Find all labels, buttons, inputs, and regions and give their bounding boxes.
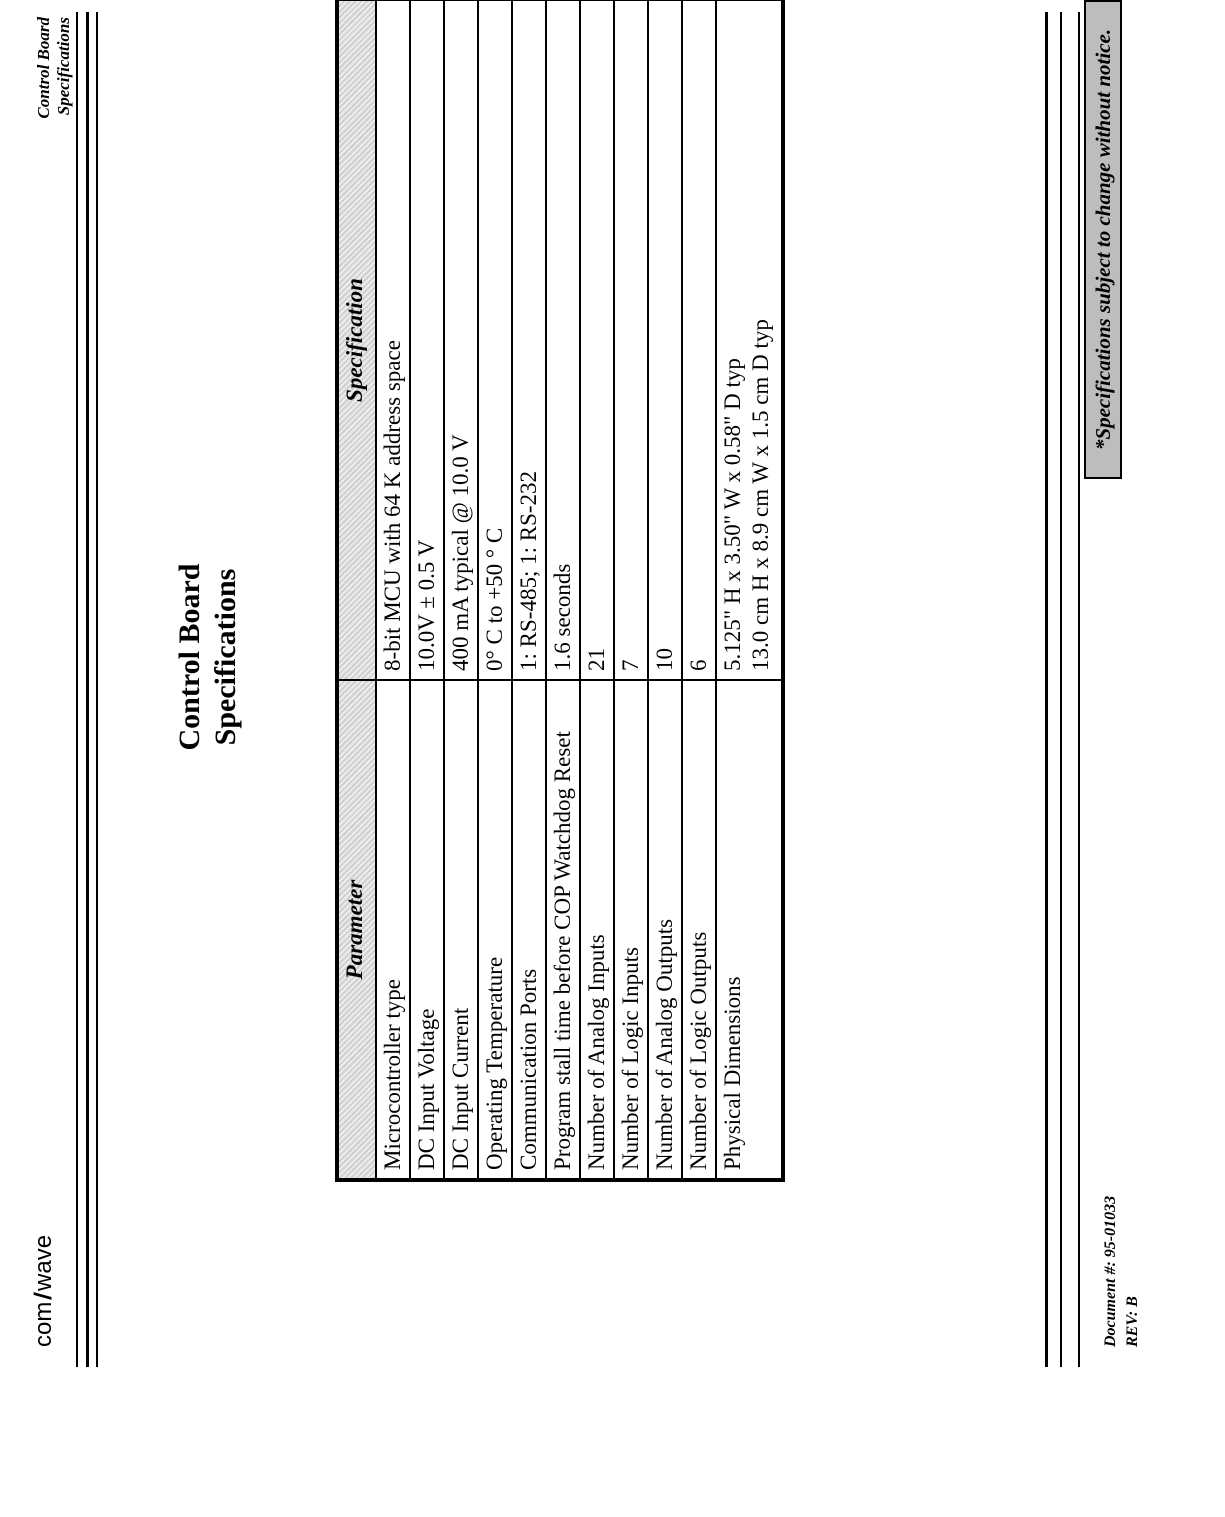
column-header-parameter: Parameter (337, 680, 376, 1180)
parameter-cell: Number of Logic Inputs (614, 680, 648, 1180)
specification-cell: 0° C to +50 ° C (478, 0, 512, 680)
specification-cell: 400 mA typical @ 10.0 V (444, 0, 478, 680)
table-row (580, 0, 614, 1180)
header-rule (96, 12, 98, 1367)
document-number: Document #: 95-01033 (1102, 1195, 1119, 1347)
table-row (682, 0, 716, 1180)
footer-rule (1045, 12, 1048, 1367)
specification-cell: 1: RS-485; 1: RS-232 (512, 0, 546, 680)
table-row (410, 0, 444, 1180)
page-title (172, 497, 244, 817)
footer-rule (1060, 12, 1062, 1367)
page-title-line1: Control Board (173, 563, 206, 751)
table-row (512, 0, 546, 1180)
parameter-cell: Microcontroller type (376, 680, 410, 1180)
parameter-cell: Operating Temperature (478, 680, 512, 1180)
table-row (478, 0, 512, 1180)
company-logo (30, 1235, 58, 1347)
logo-text-right: wave (30, 1234, 57, 1291)
specification-cell: 8-bit MCU with 64 K address space (376, 0, 410, 680)
table-header-row (337, 0, 376, 1180)
specifications-notice: *Specifications subject to change without notice. (1084, 0, 1122, 479)
table-row (648, 0, 682, 1180)
specification-cell: 10 (648, 0, 682, 680)
column-header-specification: Specification (337, 0, 376, 680)
specification-cell: 6 (682, 0, 716, 680)
parameter-cell: DC Input Voltage (410, 680, 444, 1180)
specification-cell (716, 0, 783, 680)
logo-slash-icon: \ (30, 1286, 57, 1306)
table-row (614, 0, 648, 1180)
table-row (376, 0, 410, 1180)
specification-cell: 1.6 seconds (546, 0, 580, 680)
table-row (716, 0, 783, 1180)
specification-cell: 10.0V ± 0.5 V (410, 0, 444, 680)
specification-cell: 21 (580, 0, 614, 680)
specifications-table (335, 0, 785, 1182)
parameter-cell: Physical Dimensions (716, 680, 783, 1180)
parameter-cell: Number of Analog Outputs (648, 680, 682, 1180)
footer-rule (1078, 12, 1080, 1367)
logo-text-left: com (30, 1301, 57, 1347)
table-row (546, 0, 580, 1180)
parameter-cell: Number of Logic Outputs (682, 680, 716, 1180)
document-header-title: Control Board Specifications (34, 17, 73, 119)
parameter-cell: Communication Ports (512, 680, 546, 1180)
parameter-cell: Program stall time before COP Watchdog Reset (546, 680, 580, 1180)
specification-cell: 7 (614, 0, 648, 680)
dimensions-imperial: 5.125" H x 3.50" W x 0.58" D typ (720, 358, 745, 671)
page-title-line2: Specifications (209, 568, 242, 746)
header-rule (76, 12, 78, 1367)
document-info (1100, 1196, 1144, 1347)
parameter-cell: Number of Analog Inputs (580, 680, 614, 1180)
header-rule (86, 12, 89, 1367)
parameter-cell: DC Input Current (444, 680, 478, 1180)
dimensions-metric: 13.0 cm H x 8.9 cm W x 1.5 cm D typ (748, 319, 773, 671)
revision: REV: B (1124, 1296, 1141, 1347)
table-row (444, 0, 478, 1180)
